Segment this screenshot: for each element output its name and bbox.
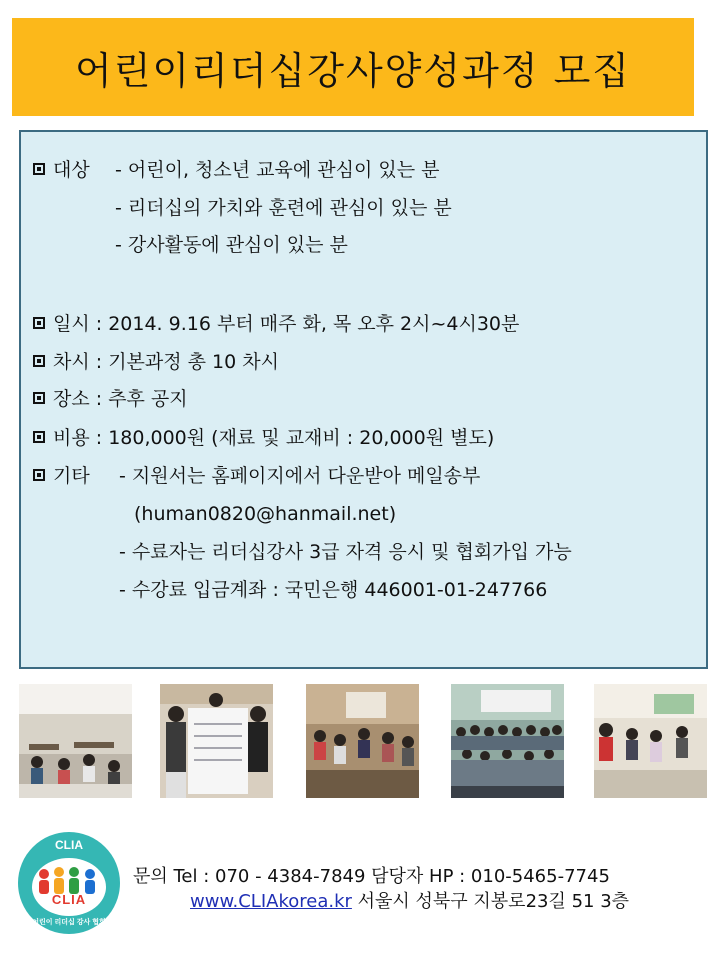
target-item: - 강사활동에 관심이 있는 분 (115, 234, 348, 256)
place-row: 장소 : 추후 공지 (33, 387, 188, 411)
square-bullet-icon (33, 392, 45, 404)
title-banner (12, 18, 694, 116)
logo-inner-circle (32, 858, 106, 916)
children-figures-icon (32, 858, 106, 916)
square-bullet-icon (33, 431, 45, 443)
square-bullet-icon (33, 355, 45, 367)
square-bullet-icon (33, 317, 45, 329)
target-label: 대상 (53, 159, 90, 181)
contact-line: 문의 Tel : 070 - 4384-7849 담당자 HP : 010-5465-7745 (133, 866, 610, 887)
square-bullet-icon (33, 469, 45, 481)
etc-label: 기타 (53, 465, 90, 487)
website-link[interactable]: www.CLIAkorea.kr (190, 891, 352, 912)
etc-item: - 수강료 입금계좌 : 국민은행 446001-01-247766 (119, 579, 548, 601)
address-text: 서울시 성북구 지봉로23길 51 3층 (357, 891, 630, 912)
etc-item: - 수료자는 리더십강사 3급 자격 응시 및 협회가입 가능 (119, 541, 572, 563)
etc-email: (human0820@hanmail.net) (134, 503, 397, 525)
logo-top-text: CLIA (55, 838, 83, 852)
sessions-row: 차시 : 기본과정 총 10 차시 (33, 350, 279, 374)
classroom-photo (19, 684, 132, 798)
group-photo (451, 684, 564, 798)
target-item: - 어린이, 청소년 교육에 관심이 있는 분 (115, 159, 440, 181)
etc-item: - 지원서는 홈페이지에서 다운받아 메일송부 (119, 465, 481, 487)
fee-row: 비용 : 180,000원 (재료 및 교재비 : 20,000원 별도) (33, 426, 494, 450)
address-line (190, 887, 629, 913)
square-bullet-icon (33, 163, 45, 175)
logo-middle-text: CLIA (51, 892, 87, 907)
group-poster-photo (160, 684, 273, 798)
etc-row (33, 464, 90, 488)
logo-bottom-text: 어린이 리더십 강사 협회 (32, 919, 106, 926)
workshop-photo (306, 684, 419, 798)
target-item: - 리더십의 가치와 훈련에 관심이 있는 분 (115, 197, 452, 219)
page-title: 어린이리더십강사양성과정 모집 (75, 48, 631, 93)
seminar-photo (594, 684, 707, 798)
target-row (33, 158, 90, 182)
date-row: 일시 : 2014. 9.16 부터 매주 화, 목 오후 2시~4시30분 (33, 312, 519, 336)
info-box (19, 130, 708, 669)
clia-logo (18, 832, 120, 934)
